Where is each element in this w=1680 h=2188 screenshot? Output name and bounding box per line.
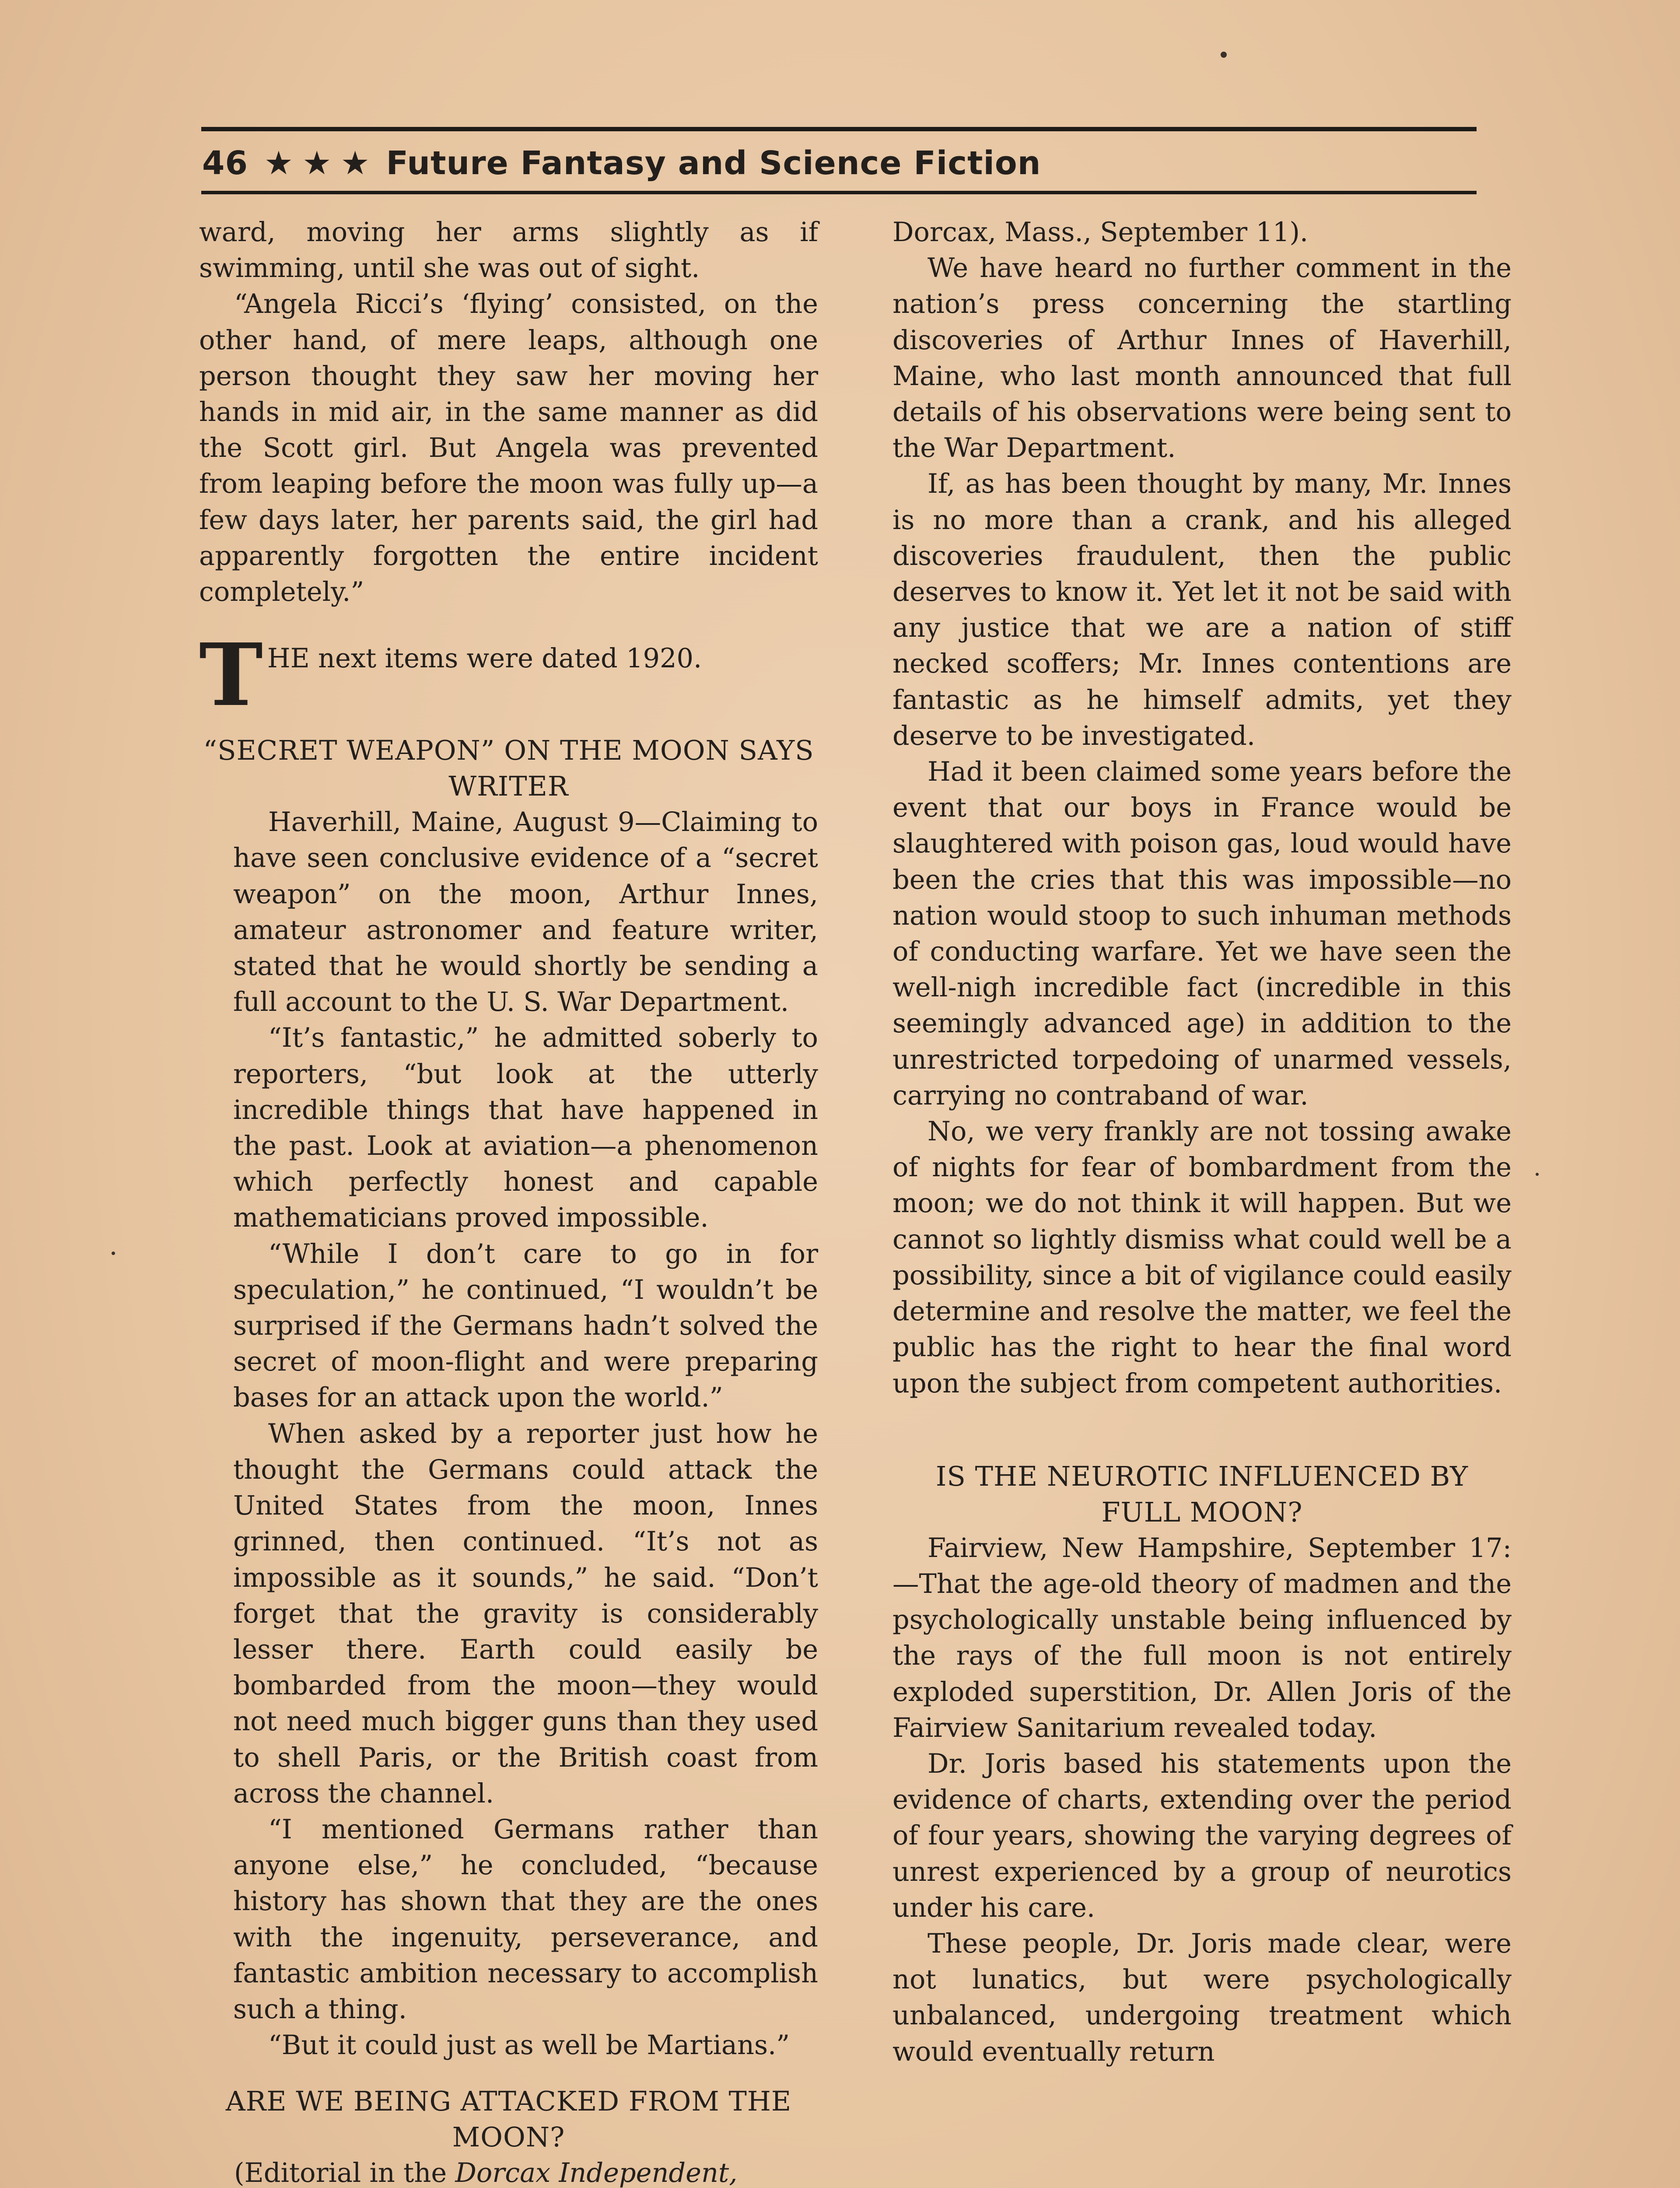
left-column xyxy=(199,214,818,2188)
article-body xyxy=(199,804,818,2063)
paragraph: We have heard no further comment in the nation’s press concerning the startling discoveries of Arthur Innes of Haverhill, Maine, who last month announced that full details of his observations were being sent to the War Department. xyxy=(892,253,1512,464)
paragraph: No, we very frankly are not tossing awake of nights for fear of bombardment from the moon; we do not think it will happen. But we cannot so lightly dismiss what could well be a possibility, since a bit of vigilance could easily determine and resolve the matter, we feel the public has the right to hear the final word upon the subject from competent authorities. xyxy=(892,1116,1512,1399)
header-rule-top xyxy=(201,127,1477,131)
paper-speck xyxy=(1221,52,1227,58)
star-icon: ★ xyxy=(264,144,294,182)
drop-cap: T xyxy=(199,625,263,726)
paragraph: “It’s fantastic,” he admitted soberly to reporters, “but look at the utterly incredible things that have happened in the past. Look at aviation—a phenomenon which perfectly honest and capable mathematicians proved impossible. xyxy=(233,1023,818,1234)
newspaper-name: Dorcax Independent, xyxy=(455,2158,738,2188)
paper-speck xyxy=(112,1252,115,1255)
right-column xyxy=(892,214,1512,2188)
running-header xyxy=(202,139,1041,187)
paper-speck xyxy=(1536,1173,1539,1176)
editorial-prefix: (Editorial in the xyxy=(234,2158,447,2188)
paragraph: “I mentioned Germans rather than anyone else,” he concluded, “because history has shown that they are the ones with the ingenuity, perseverance, and fantastic ambition necessary to accomplish such a thing. xyxy=(233,1814,818,2025)
paragraph: “While I don’t care to go in for speculation,” he continued, “I wouldn’t be surprised if the Germans hadn’t solved the secret of moon-flight and were preparing bases for an attack upon the world.” xyxy=(233,1238,818,1413)
paragraph: Dorcax, Mass., September 11). xyxy=(892,217,1309,248)
paragraph: “Angela Ricci’s ‘flying’ consisted, on the other hand, of mere leaps, although one person thought they saw her moving her hands in mid air, in the same manner as did the Scott girl. But Angela was prevented from leaping before the moon was fully up—a few days later, her parents said, the girl had apparently forgotten the entire incident completely.” xyxy=(199,289,818,608)
paragraph: When asked by a reporter just how he thought the Germans could attack the United States from the moon, Innes grinned, then continued. “It’s not as impossible as it sounds,” he said. “Don’t forget that the gravity is considerably lesser there. Earth could easily be bombarded from the moon—they would not need much bigger guns than they used to shell Paris, or the British coast from across the channel. xyxy=(233,1418,818,1809)
headline-attacked: ARE WE BEING ATTACKED FROM THE MOON? xyxy=(225,2085,792,2153)
headline-secret-weapon: “SECRET WEAPON” ON THE MOON SAYS WRITER xyxy=(203,734,814,803)
magazine-title: Future Fantasy and Science Fiction xyxy=(386,144,1041,182)
header-rule-bottom xyxy=(201,191,1477,194)
paragraph: Dr. Joris based his statements upon the evidence of charts, extending over the period of four years, showing the varying degrees of unrest experienced by a group of neurotics under his care. xyxy=(892,1748,1512,1923)
dropcap-line xyxy=(199,625,818,726)
star-icon: ★ xyxy=(340,144,370,182)
paragraph: ward, moving her arms slightly as if swimming, until she was out of sight. xyxy=(199,217,818,284)
paragraph: Haverhill, Maine, August 9—Claiming to have seen conclusive evidence of a “secret weapon” on the moon, Arthur Innes, amateur astronomer and feature writer, stated that he would shortly be sending a full account to the U. S. War Department. xyxy=(233,807,818,1018)
headline-neurotic: IS THE NEUROTIC INFLUENCED BY FULL MOON? xyxy=(935,1460,1469,1528)
paragraph: If, as has been thought by many, Mr. Innes is no more than a crank, and his alleged discoveries fraudulent, then the public deserves to know it. Yet let it not be said with any justice that we are a nation of stiff necked scoffers; Mr. Innes contentions are fantastic as he himself admits, yet they deserve to be investigated. xyxy=(892,469,1512,751)
paragraph: These people, Dr. Joris made clear, were not lunatics, but were psychologically unbalanced, undergoing treatment which would eventually return xyxy=(892,1928,1512,2067)
dropcap-text: HE next items were dated 1920. xyxy=(267,643,702,674)
page-number: 46 xyxy=(202,144,248,182)
paragraph: Had it been claimed some years before the event that our boys in France would be slaughtered with poison gas, loud would have been the cries that this was impossible—no nation would stoop to such inhuman methods of conducting warfare. Yet we have seen the well-nigh incredible fact (incredible in this seemingly advanced age) in addition to the unrestricted torpedoing of unarmed vessels, carrying no contraband of war. xyxy=(892,757,1512,1111)
paragraph: Fairview, New Hampshire, September 17:—That the age-old theory of madmen and the psychologically unstable being influenced by the rays of the full moon is not entirely exploded superstition, Dr. Allen Joris of the Fairview Sanitarium revealed today. xyxy=(892,1532,1512,1743)
paragraph: “But it could just as well be Martians.” xyxy=(268,2030,790,2061)
editorial-credit xyxy=(199,2155,818,2188)
star-icon: ★ xyxy=(302,144,332,182)
